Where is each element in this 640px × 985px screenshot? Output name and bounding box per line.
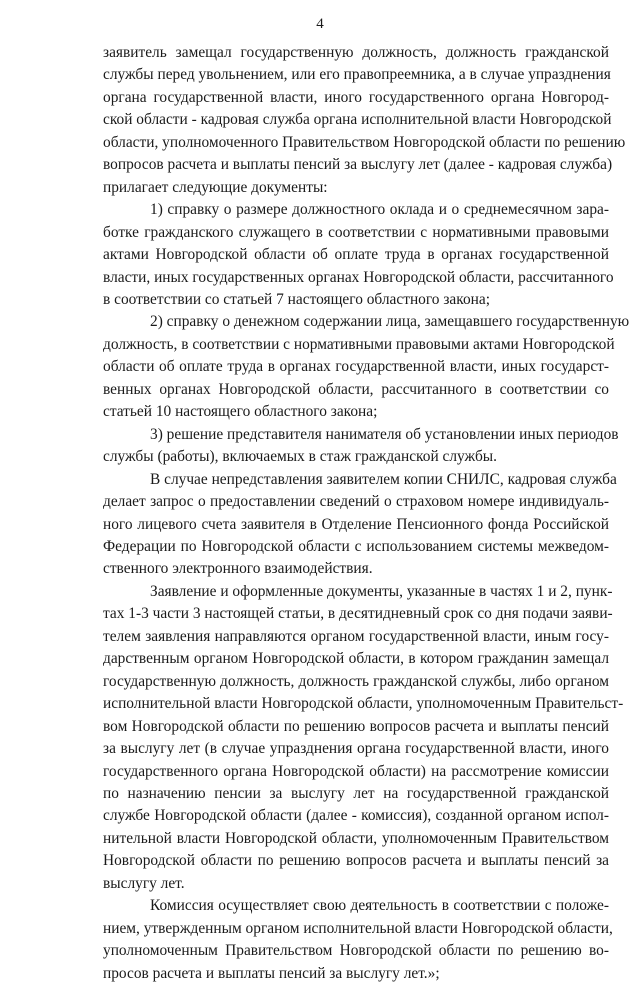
text-line: Новгородской области по решению вопросов расчета и выплаты пенсий за (103, 852, 609, 870)
text-line: выслугу лет. (103, 874, 185, 892)
document-body (103, 42, 630, 985)
paragraph (103, 581, 624, 895)
paragraph (103, 199, 614, 311)
text-line: органа государственной власти, иного государственного органа Новгород- (103, 88, 609, 106)
text-line: государственного органа Новгородской области) на рассмотрение комиссии (103, 762, 609, 780)
text-line: области об оплате труда в органах государственной власти, иных государст- (103, 358, 609, 376)
text-line: делает запрос о предоставлении сведений о страховом номере индивидуаль- (103, 493, 609, 511)
text-line: службе Новгородской области (далее - комиссия), созданной органом испол- (103, 807, 609, 825)
text-line: 3) решение представителя нанимателя об установлении иных периодов (150, 425, 619, 443)
text-line: 2) справку о денежном содержании лица, замещавшего государственную (150, 313, 630, 331)
text-line: области, уполномоченного Правительством Новгородской области по решению (103, 133, 626, 151)
text-line: вопросов расчета и выплаты пенсий за выслугу лет (далее - кадровая служба) (103, 156, 613, 174)
paragraph (103, 42, 626, 199)
text-line: тах 1-3 части 3 настоящей статьи, в десятидневный срок со дня подачи заяви- (103, 605, 613, 623)
text-line: Заявление и оформленные документы, указанные в частях 1 и 2, пунк- (150, 582, 613, 600)
text-line: ного лицевого счета заявителя в Отделение Пенсионного фонда Российской (103, 515, 609, 533)
text-line: исполнительной власти Новгородской области, уполномоченным Правительст- (103, 695, 624, 713)
text-line: просов расчета и выплаты пенсий за выслугу лет.»; (103, 964, 440, 982)
text-line: ственного электронного взаимодействия. (103, 560, 373, 578)
text-line: по назначению пенсии за выслугу лет на государственной гражданской (103, 784, 609, 802)
text-line: должность, в соответствии с нормативными правовыми актами Новгородской (103, 335, 615, 353)
text-line: государственную должность, должность гражданской службы, либо органом (103, 672, 609, 690)
text-line: ской области - кадровая служба органа исполнительной власти Новгородской (103, 111, 612, 129)
text-line: Федерации по Новгородской области с использованием системы межведом- (103, 537, 609, 555)
text-line: венных органах Новгородской области, рассчитанного в соответствии со (103, 380, 609, 398)
text-line: нительной власти Новгородской области, уполномоченным Правительством (103, 829, 609, 847)
paragraph (103, 895, 613, 985)
text-line: актами Новгородской области об оплате труда в органах государственной (103, 246, 609, 264)
page-number: 4 (316, 16, 324, 32)
text-line: службы перед увольнением, или его правопреемника, а в случае упразднения (103, 66, 611, 84)
text-line: статьей 10 настоящего областного закона; (103, 403, 378, 421)
text-line: В случае непредставления заявителем копии СНИЛС, кадровая служба (150, 470, 617, 488)
paragraph (103, 311, 630, 423)
text-line: прилагает следующие документы: (103, 178, 328, 196)
text-line: уполномоченным Правительством Новгородской области по решению во- (103, 942, 609, 960)
text-line: дарственным органом Новгородской области, в котором гражданин замещал (103, 650, 609, 668)
text-line: телем заявления направляются органом государственной власти, иным госу- (103, 627, 609, 645)
text-line: 1) справку о размере должностного оклада и о среднемесячном зара- (150, 201, 609, 219)
text-line: власти, иных государственных органах Новгородской области, рассчитанного (103, 268, 614, 286)
text-line: за выслугу лет (в случае упразднения органа государственной власти, иного (103, 740, 609, 758)
text-line: нием, утвержденным органом исполнительной власти Новгородской области, (103, 919, 613, 937)
text-line: заявитель замещал государственную должность, должность гражданской (103, 44, 609, 61)
text-line: в соответствии со статьей 7 настоящего областного закона; (103, 290, 490, 308)
paragraph (103, 469, 617, 581)
paragraph (103, 424, 619, 469)
text-line: службы (работы), включаемых в стаж гражданской службы. (103, 448, 497, 466)
text-line: вом Новгородской области по решению вопросов расчета и выплаты пенсий (103, 717, 609, 735)
text-line: ботке гражданского служащего в соответствии с нормативными правовыми (103, 223, 609, 241)
text-line: Комиссия осуществляет свою деятельность в соответствии с положе- (150, 897, 609, 915)
